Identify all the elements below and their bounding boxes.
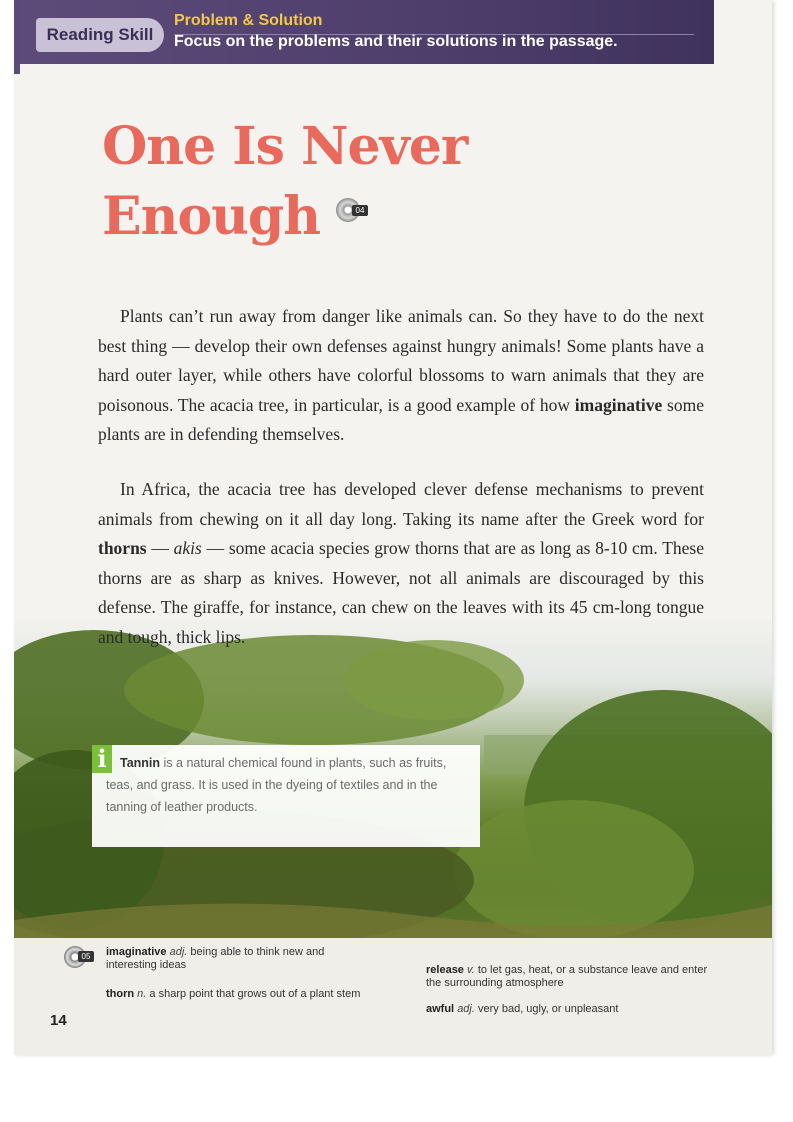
glossary-track-number: 05: [78, 951, 94, 962]
paragraph-2: [98, 475, 704, 652]
glossary-definition: being able to think new and interesting ideas: [106, 946, 325, 971]
tip-term: Tannin: [120, 756, 161, 770]
paragraph-2-dash-a: —: [146, 538, 174, 558]
audio-track-number: 04: [352, 205, 368, 216]
paragraph-1: [98, 302, 704, 450]
vocab-imaginative: imaginative: [574, 394, 663, 415]
glossary-word: imaginative: [106, 946, 167, 958]
glossary-pos: adj.: [169, 946, 188, 958]
greek-word-akis: akis: [173, 538, 202, 558]
glossary-pos: n.: [137, 988, 147, 1000]
tip-definition: is a natural chemical found in plants, such as fruits, teas, and grass. It is used in the dyeing of textiles and in the tanning of leather products.: [106, 756, 447, 814]
glossary-entry-awful: [426, 1003, 716, 1016]
glossary-word: release: [426, 964, 464, 976]
skill-name: Problem & Solution: [174, 12, 323, 29]
textbook-page: [14, 0, 772, 1055]
glossary-entry-release: [426, 964, 716, 990]
paragraph-1-text-b: some plants are in defending themselves.: [98, 394, 704, 444]
paragraph-2-text-a: In Africa, the acacia tree has developed clever defense mechanisms to prevent animals from chewing on it all day long. Taking its name after the Greek word for: [98, 479, 704, 529]
paragraph-1-text-a: Plants can’t run away from danger like animals can. So they have to do the next best thing — develop their own defenses against hungry animals! Some plants have a hard outer layer, while others have colorful blossoms to warn animals that they are poisonous. The acacia tree, in particular, is a good example of how: [98, 306, 704, 415]
reading-skill-tab: Reading Skill: [36, 18, 164, 52]
paragraph-2-text-b: — some acacia species grow thorns that are as long as 8-10 cm. These thorns are as sharp as knives. However, not all animals are discouraged by this defense. The giraffe, for instance, can chew on the leaves with its 45 cm-long tongue and tough, thick lips.: [98, 538, 704, 647]
glossary-definition: to let gas, heat, or a substance leave and enter the surrounding atmosphere: [426, 964, 708, 989]
glossary-entry-imaginative: [106, 946, 366, 972]
glossary-pos: adj.: [457, 1003, 475, 1015]
page-title: [102, 112, 467, 252]
title-line-1: One Is Never: [102, 116, 468, 177]
glossary-pos: v.: [467, 964, 475, 976]
glossary-definition: very bad, ugly, or unpleasant: [478, 1003, 619, 1015]
glossary-entry-thorn: [106, 988, 366, 1001]
tip-text: [106, 752, 474, 818]
glossary-word: thorn: [106, 988, 135, 1000]
glossary-word: awful: [426, 1003, 455, 1015]
info-icon: i: [92, 745, 112, 773]
vocab-thorns: thorns: [98, 538, 147, 558]
title-line-2: Enough: [102, 186, 321, 247]
banner-edge-stripe: [14, 0, 20, 74]
glossary-definition: a sharp point that grows out of a plant stem: [149, 988, 361, 1000]
skill-instruction: Focus on the problems and their solutions in the passage.: [174, 33, 618, 50]
page-number: 14: [50, 1012, 67, 1029]
